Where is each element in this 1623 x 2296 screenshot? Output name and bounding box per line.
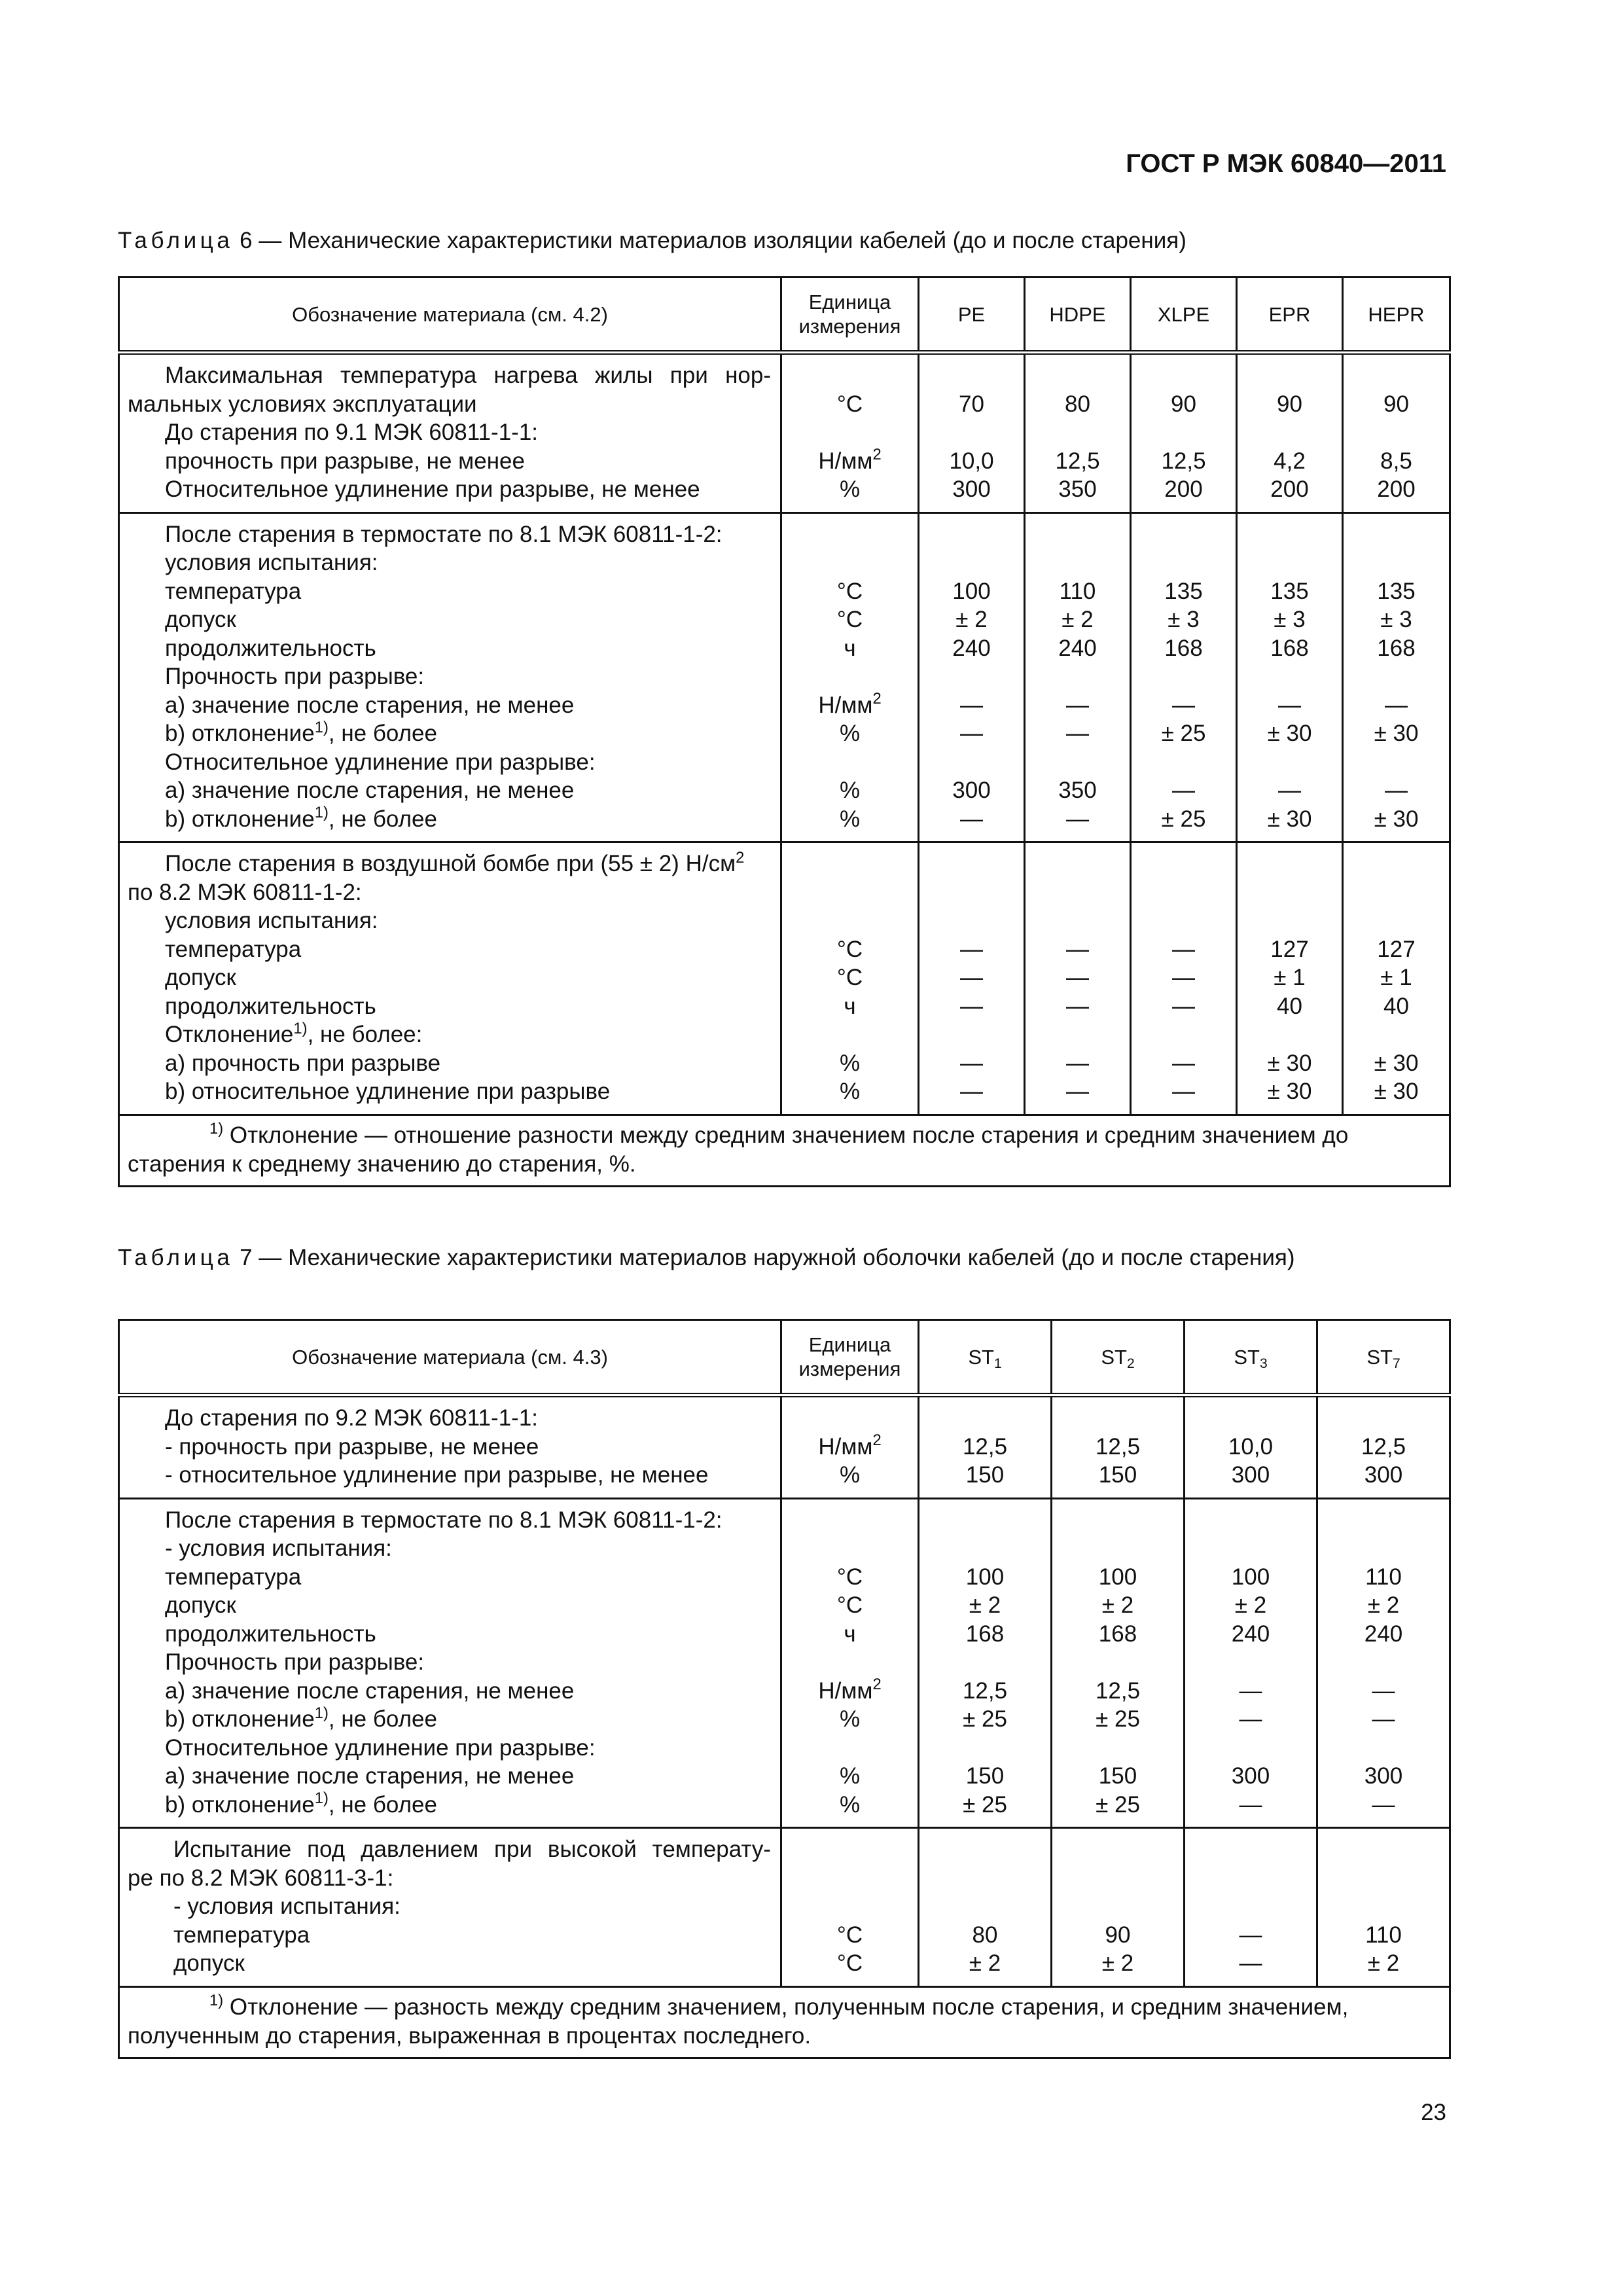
table-7-footnote-row bbox=[119, 1986, 1450, 2058]
value-cell: 10,0 bbox=[949, 448, 994, 474]
value-cell: — bbox=[1239, 1791, 1262, 1818]
value-cell: 90 bbox=[1383, 391, 1409, 417]
value-cell: ± 25 bbox=[1161, 721, 1206, 746]
row-label: - условия испытания: bbox=[165, 1535, 392, 1561]
footnote-text: полученным до старения, выраженная в процентах последнего. bbox=[128, 2022, 812, 2049]
unit-cell: °C bbox=[836, 1592, 863, 1618]
table-row bbox=[119, 512, 1450, 842]
value-cell: — bbox=[960, 965, 983, 990]
unit-cell: % bbox=[839, 1462, 861, 1488]
value-cell: 300 bbox=[1231, 1462, 1270, 1488]
value-cell: ± 30 bbox=[1374, 1050, 1419, 1076]
t6-head-unit: Единица измерения bbox=[781, 278, 919, 353]
row-label: - условия испытания: bbox=[173, 1893, 401, 1919]
row-label: мальных условиях эксплуатации bbox=[128, 391, 477, 417]
value-cell: 90 bbox=[1277, 391, 1302, 417]
row-label: температура bbox=[165, 578, 302, 604]
unit-cell: °C bbox=[836, 391, 863, 417]
value-cell: ± 25 bbox=[1096, 1791, 1140, 1818]
value-cell: ± 30 bbox=[1267, 806, 1312, 832]
row-label: Максимальная температура нагрева жилы при нор- bbox=[165, 363, 771, 388]
value-cell: ± 30 bbox=[1374, 806, 1419, 832]
footnote-text: старения к среднему значению до старения, %. bbox=[128, 1151, 636, 1177]
value-cell: 100 bbox=[952, 578, 991, 604]
value-cell: ± 25 bbox=[1161, 806, 1206, 832]
row-label: До старения по 9.1 МЭК 60811-1-1: bbox=[165, 420, 539, 445]
value-cell: 12,5 bbox=[1095, 1677, 1141, 1704]
table-row bbox=[119, 1498, 1450, 1828]
value-cell: 300 bbox=[1364, 1462, 1403, 1488]
unit-cell: % bbox=[839, 778, 861, 803]
value-cell: ± 1 bbox=[1380, 965, 1412, 990]
unit-cell: ч bbox=[844, 1621, 856, 1647]
value-cell: 4,2 bbox=[1274, 448, 1306, 474]
row-label: До старения по 9.2 МЭК 60811-1-1: bbox=[165, 1405, 539, 1431]
value-cell: — bbox=[960, 806, 983, 832]
value-cell: 240 bbox=[952, 635, 991, 661]
row-label: Испытание под давлением при высокой температу- bbox=[173, 1837, 771, 1862]
value-cell: ± 2 bbox=[1367, 1592, 1400, 1618]
value-cell: 300 bbox=[952, 476, 991, 502]
table-row bbox=[119, 842, 1450, 1115]
value-cell: 40 bbox=[1277, 993, 1302, 1019]
value-cell: 168 bbox=[1098, 1621, 1137, 1647]
value-cell: ± 2 bbox=[969, 1592, 1001, 1618]
value-cell: 200 bbox=[1164, 476, 1203, 502]
unit-cell: °C bbox=[836, 578, 863, 604]
unit-cell: °C bbox=[836, 965, 863, 990]
value-cell: 300 bbox=[1231, 1763, 1270, 1789]
value-cell: — bbox=[960, 936, 983, 962]
unit-cell: $Н/мм^2$ bbox=[818, 1676, 882, 1704]
value-cell: 100 bbox=[965, 1564, 1005, 1590]
value-cell: — bbox=[1172, 692, 1195, 718]
table-7 bbox=[118, 1319, 1451, 2059]
value-cell: 350 bbox=[1058, 476, 1097, 502]
row-label: продолжительность bbox=[165, 1621, 376, 1647]
page-number: 23 bbox=[1421, 2100, 1446, 2125]
table-row bbox=[119, 353, 1450, 513]
value-cell: ± 3 bbox=[1168, 607, 1200, 632]
table-6-footnote-row bbox=[119, 1115, 1450, 1186]
row-label: продолжительность bbox=[165, 635, 376, 661]
row-label: Относительное удлинение при разрыве: bbox=[165, 1734, 596, 1761]
value-cell: — bbox=[1172, 1079, 1195, 1104]
value-cell: 90 bbox=[1171, 391, 1196, 417]
table-7-caption bbox=[118, 1245, 1295, 1271]
row-label: b) отклонение$^{1)}$, не более bbox=[165, 804, 437, 832]
unit-cell: % bbox=[839, 1050, 861, 1076]
row-label: - прочность при разрыве, не менее bbox=[165, 1433, 539, 1460]
value-cell: ± 25 bbox=[1096, 1706, 1140, 1732]
value-cell: 240 bbox=[1231, 1621, 1270, 1647]
row-label: После старения в воздушной бомбе при (55 ± 2) $Н/см^2$ bbox=[165, 848, 745, 876]
value-cell: 127 bbox=[1270, 936, 1309, 962]
value-cell: 100 bbox=[1231, 1564, 1270, 1590]
row-label: ре по 8.2 МЭК 60811-3-1: bbox=[128, 1865, 394, 1891]
value-cell: 240 bbox=[1058, 635, 1097, 661]
table-row bbox=[119, 1828, 1450, 1987]
value-cell: — bbox=[1239, 1706, 1262, 1732]
value-cell: — bbox=[960, 721, 983, 746]
value-cell: ± 2 bbox=[1234, 1592, 1267, 1618]
table-6-caption-word: Таблица bbox=[118, 228, 234, 253]
value-cell: 168 bbox=[1164, 635, 1203, 661]
value-cell: 10,0 bbox=[1228, 1433, 1274, 1460]
value-cell: — bbox=[960, 1079, 983, 1104]
unit-cell: °C bbox=[836, 607, 863, 632]
value-cell: 12,5 bbox=[962, 1677, 1008, 1704]
value-cell: 135 bbox=[1377, 578, 1416, 604]
t7-head-st1: $ST_1$ bbox=[919, 1320, 1052, 1395]
value-cell: — bbox=[1172, 936, 1195, 962]
t6-head-pe: PE bbox=[919, 278, 1025, 353]
row-label: температура bbox=[173, 1922, 310, 1948]
t7-head-st2: $ST_2$ bbox=[1052, 1320, 1185, 1395]
row-label: температура bbox=[165, 1564, 302, 1590]
value-cell: 150 bbox=[1098, 1763, 1137, 1789]
unit-cell: % bbox=[839, 806, 861, 832]
t6-head-hdpe: HDPE bbox=[1025, 278, 1131, 353]
value-cell: 300 bbox=[952, 778, 991, 803]
value-cell: — bbox=[1066, 965, 1089, 990]
row-label: условия испытания: bbox=[165, 550, 378, 575]
value-cell: ± 2 bbox=[1101, 1592, 1134, 1618]
row-label: a) прочность при разрыве bbox=[165, 1050, 441, 1076]
value-cell: ± 3 bbox=[1380, 607, 1412, 632]
row-label: Относительное удлинение при разрыве: bbox=[165, 749, 596, 775]
unit-cell: $Н/мм^2$ bbox=[818, 1431, 882, 1460]
row-label: Прочность при разрыве: bbox=[165, 1649, 425, 1675]
value-cell: 135 bbox=[1164, 578, 1203, 604]
standard-designation: ГОСТ Р МЭК 60840—2011 bbox=[1126, 149, 1446, 178]
t6-head-xlpe: XLPE bbox=[1131, 278, 1237, 353]
row-label: Относительное удлинение при разрыве, не менее bbox=[165, 476, 700, 502]
value-cell: 110 bbox=[1059, 578, 1096, 604]
value-cell: — bbox=[1172, 1050, 1195, 1076]
t7-head-unit: Единица измерения bbox=[781, 1320, 919, 1395]
value-cell: 12,5 bbox=[962, 1433, 1008, 1460]
table-6 bbox=[118, 276, 1451, 1187]
value-cell: — bbox=[1239, 1677, 1262, 1704]
value-cell: — bbox=[960, 692, 983, 718]
table-7-caption-text: 7 — Механические характеристики материалов наружной оболочки кабелей (до и после старения) bbox=[233, 1245, 1295, 1270]
value-cell: 200 bbox=[1377, 476, 1416, 502]
t7-head-st3: $ST_3$ bbox=[1185, 1320, 1317, 1395]
value-cell: 70 bbox=[959, 391, 984, 417]
table-6-caption bbox=[118, 228, 1186, 254]
row-label: допуск bbox=[173, 1950, 245, 1976]
value-cell: ± 30 bbox=[1267, 721, 1312, 746]
row-label: После старения в термостате по 8.1 МЭК 60811-1-2: bbox=[165, 521, 722, 547]
value-cell: — bbox=[960, 1050, 983, 1076]
value-cell: 150 bbox=[1098, 1462, 1137, 1488]
value-cell: 200 bbox=[1270, 476, 1309, 502]
value-cell: — bbox=[1239, 1950, 1262, 1976]
row-label: b) отклонение$^{1)}$, не более bbox=[165, 718, 437, 746]
value-cell: ± 3 bbox=[1274, 607, 1306, 632]
table-6-caption-text: 6 — Механические характеристики материалов изоляции кабелей (до и после старения) bbox=[233, 228, 1186, 253]
value-cell: ± 2 bbox=[1367, 1950, 1400, 1976]
value-cell: — bbox=[1066, 692, 1089, 718]
table-7-header-row bbox=[119, 1320, 1450, 1395]
value-cell: — bbox=[1066, 936, 1089, 962]
value-cell: — bbox=[960, 993, 983, 1019]
value-cell: 150 bbox=[965, 1763, 1005, 1789]
unit-cell: % bbox=[839, 1079, 861, 1104]
row-label: a) значение после старения, не менее bbox=[165, 778, 575, 803]
row-label: прочность при разрыве, не менее bbox=[165, 448, 525, 474]
value-cell: 40 bbox=[1383, 993, 1409, 1019]
value-cell: — bbox=[1066, 1050, 1089, 1076]
row-label: условия испытания: bbox=[165, 908, 378, 933]
value-cell: — bbox=[1239, 1922, 1262, 1948]
value-cell: 350 bbox=[1058, 778, 1097, 803]
value-cell: ± 2 bbox=[969, 1950, 1001, 1976]
footnote-text: $^{1)}$ Отклонение — разность между средним значением, полученным после старения, и средним значением, bbox=[209, 1992, 1349, 2020]
value-cell: 168 bbox=[1377, 635, 1416, 661]
row-label: Прочность при разрыве: bbox=[165, 664, 425, 689]
value-cell: 110 bbox=[1365, 1564, 1402, 1590]
row-label: допуск bbox=[165, 965, 236, 990]
value-cell: 135 bbox=[1270, 578, 1309, 604]
value-cell: ± 2 bbox=[1061, 607, 1094, 632]
value-cell: ± 2 bbox=[1101, 1950, 1134, 1976]
value-cell: 80 bbox=[972, 1922, 998, 1948]
value-cell: ± 25 bbox=[963, 1791, 1007, 1818]
unit-cell: °C bbox=[836, 1564, 863, 1590]
value-cell: — bbox=[1278, 692, 1301, 718]
row-label: a) значение после старения, не менее bbox=[165, 692, 575, 718]
unit-cell: ч bbox=[844, 635, 856, 661]
row-label: b) отклонение$^{1)}$, не более bbox=[165, 1789, 437, 1818]
value-cell: — bbox=[1385, 692, 1408, 718]
value-cell: 240 bbox=[1364, 1621, 1403, 1647]
t6-head-hepr: HEPR bbox=[1343, 278, 1450, 353]
value-cell: 168 bbox=[1270, 635, 1309, 661]
value-cell: 150 bbox=[965, 1462, 1005, 1488]
value-cell: — bbox=[1066, 1079, 1089, 1104]
row-label: b) отклонение$^{1)}$, не более bbox=[165, 1704, 437, 1732]
unit-cell: $Н/мм^2$ bbox=[818, 690, 882, 718]
value-cell: 100 bbox=[1098, 1564, 1137, 1590]
value-cell: 12,5 bbox=[1361, 1433, 1406, 1460]
value-cell: 80 bbox=[1065, 391, 1090, 417]
value-cell: 12,5 bbox=[1055, 448, 1100, 474]
value-cell: 8,5 bbox=[1380, 448, 1412, 474]
value-cell: ± 2 bbox=[955, 607, 988, 632]
row-label: a) значение после старения, не менее bbox=[165, 1677, 575, 1704]
value-cell: — bbox=[1066, 721, 1089, 746]
value-cell: ± 30 bbox=[1374, 1079, 1419, 1104]
unit-cell: $Н/мм^2$ bbox=[818, 446, 882, 474]
value-cell: — bbox=[1278, 778, 1301, 803]
value-cell: 300 bbox=[1364, 1763, 1403, 1789]
value-cell: 90 bbox=[1105, 1922, 1131, 1948]
row-label: Отклонение$^{1)}$, не более: bbox=[165, 1019, 423, 1047]
row-label: b) относительное удлинение при разрыве bbox=[165, 1079, 611, 1104]
row-label: a) значение после старения, не менее bbox=[165, 1763, 575, 1789]
value-cell: 110 bbox=[1365, 1922, 1402, 1948]
value-cell: — bbox=[1372, 1706, 1395, 1732]
unit-cell: % bbox=[839, 1791, 861, 1818]
value-cell: — bbox=[1172, 965, 1195, 990]
value-cell: — bbox=[1066, 993, 1089, 1019]
row-label: После старения в термостате по 8.1 МЭК 60811-1-2: bbox=[165, 1507, 722, 1533]
unit-cell: % bbox=[839, 476, 861, 502]
table-7-caption-word: Таблица bbox=[118, 1245, 234, 1270]
unit-cell: °C bbox=[836, 1950, 863, 1976]
value-cell: 12,5 bbox=[1161, 448, 1206, 474]
unit-cell: % bbox=[839, 721, 861, 746]
table-row bbox=[119, 1395, 1450, 1499]
unit-cell: °C bbox=[836, 1922, 863, 1948]
value-cell: 168 bbox=[965, 1621, 1005, 1647]
footnote-text: $^{1)}$ Отклонение — отношение разности между средним значением после старения и средним значением до bbox=[209, 1120, 1349, 1148]
t7-head-st7: $ST_7$ bbox=[1317, 1320, 1450, 1395]
value-cell: ± 30 bbox=[1374, 721, 1419, 746]
row-label: допуск bbox=[165, 607, 236, 632]
value-cell: — bbox=[1172, 993, 1195, 1019]
value-cell: ± 25 bbox=[963, 1706, 1007, 1732]
value-cell: 127 bbox=[1377, 936, 1416, 962]
t6-head-material: Обозначение материала (см. 4.2) bbox=[119, 278, 781, 353]
value-cell: ± 30 bbox=[1267, 1050, 1312, 1076]
table-6-header-row bbox=[119, 278, 1450, 353]
row-label: продолжительность bbox=[165, 993, 376, 1019]
row-label: по 8.2 МЭК 60811-1-2: bbox=[128, 879, 362, 905]
value-cell: — bbox=[1372, 1677, 1395, 1704]
row-label: температура bbox=[165, 936, 302, 962]
value-cell: ± 1 bbox=[1274, 965, 1306, 990]
value-cell: ± 30 bbox=[1267, 1079, 1312, 1104]
value-cell: — bbox=[1385, 778, 1408, 803]
row-label: - относительное удлинение при разрыве, не менее bbox=[165, 1462, 709, 1488]
row-label: допуск bbox=[165, 1592, 236, 1618]
t7-head-material: Обозначение материала (см. 4.3) bbox=[119, 1320, 781, 1395]
unit-cell: °C bbox=[836, 936, 863, 962]
value-cell: — bbox=[1066, 806, 1089, 832]
value-cell: — bbox=[1172, 778, 1195, 803]
unit-cell: % bbox=[839, 1763, 861, 1789]
value-cell: 12,5 bbox=[1095, 1433, 1141, 1460]
value-cell: — bbox=[1372, 1791, 1395, 1818]
unit-cell: ч bbox=[844, 993, 856, 1019]
unit-cell: % bbox=[839, 1706, 861, 1732]
t6-head-epr: EPR bbox=[1237, 278, 1343, 353]
